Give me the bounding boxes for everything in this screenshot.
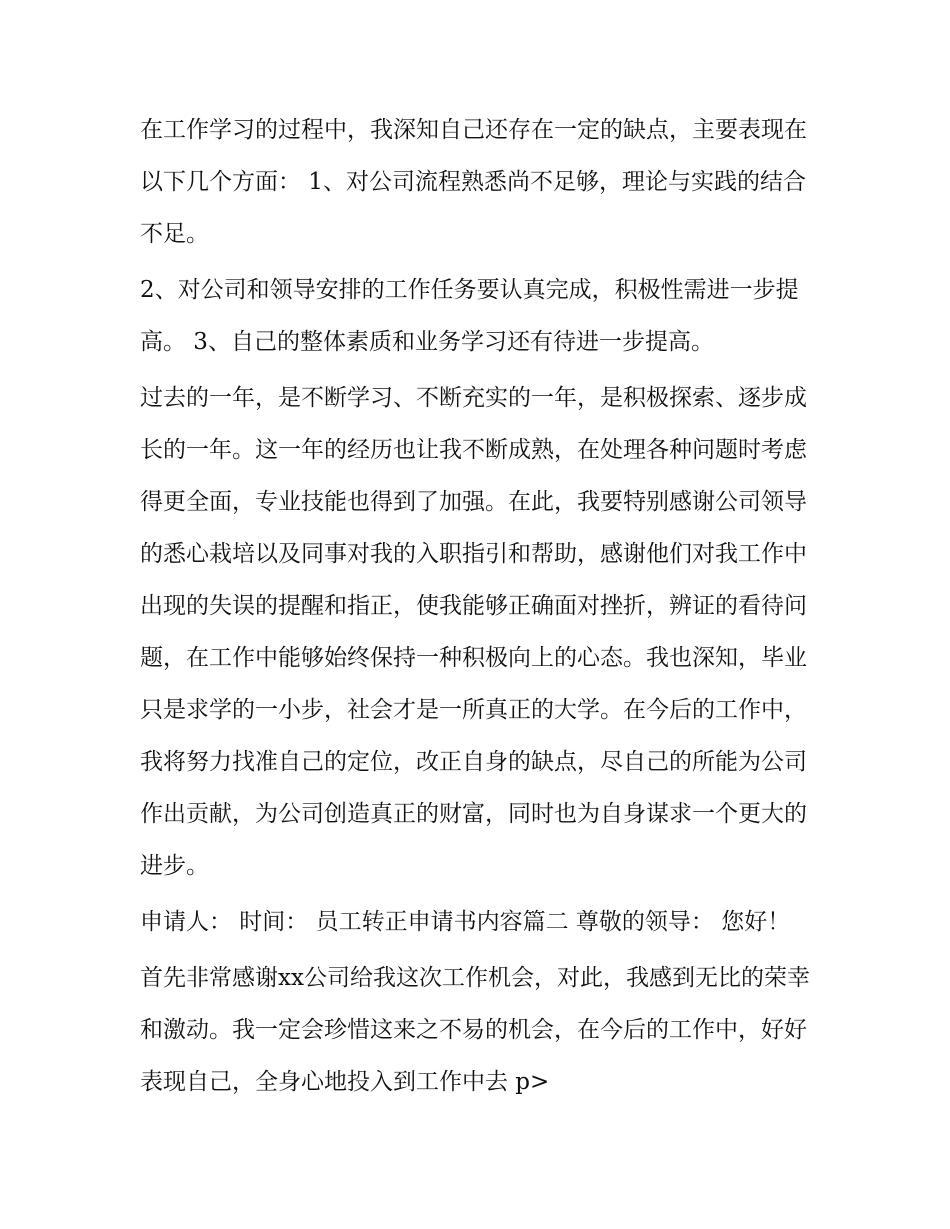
paragraph-improvements: 2、对公司和领导安排的工作任务要认真完成，积极性需进一步提高。 3、自己的整体素质和业务学习还有待进一步提高。 <box>140 277 799 355</box>
paragraph-applicant-greeting: 申请人： 时间： 员工转正申请书内容篇二 尊敬的领导： 您好！ <box>140 909 791 935</box>
paragraph-past-year: 过去的一年，是不断学习、不断充实的一年，是积极探索、逐步成长的一年。这一年的经历也让我不断成熟，在处理各种问题时考虑得更全面，专业技能也得到了加强。在此，我要特别感谢公司领导的悉心栽培以及同事对我的入职指引和帮助，感谢他们对我工作中出现的失误的提醒和指正，使我能够正确面对挫折，辨证的看待问题，在工作中能够始终保持一种积极向上的心态。我也深知，毕业只是求学的一小步，社会才是一所真正的大学。在今后的工作中，我将努力找准自己的定位，改正自身的缺点，尽自己的所能为公司作出贡献，为公司创造真正的财富，同时也为自身谋求一个更大的进步。 <box>140 385 807 879</box>
paragraph-shortcomings: 在工作学习的过程中，我深知自己还存在一定的缺点，主要表现在以下几个方面： 1、对公司流程熟悉尚不足够，理论与实践的结合不足。 <box>140 117 807 247</box>
document-body <box>140 104 820 1108</box>
paragraph-thanks: 首先非常感谢xx公司给我这次工作机会，对此，我感到无比的荣幸和激动。我一定会珍惜这来之不易的机会，在今后的工作中，好好表现自己，全身心地投入到工作中去 p> <box>140 965 810 1095</box>
